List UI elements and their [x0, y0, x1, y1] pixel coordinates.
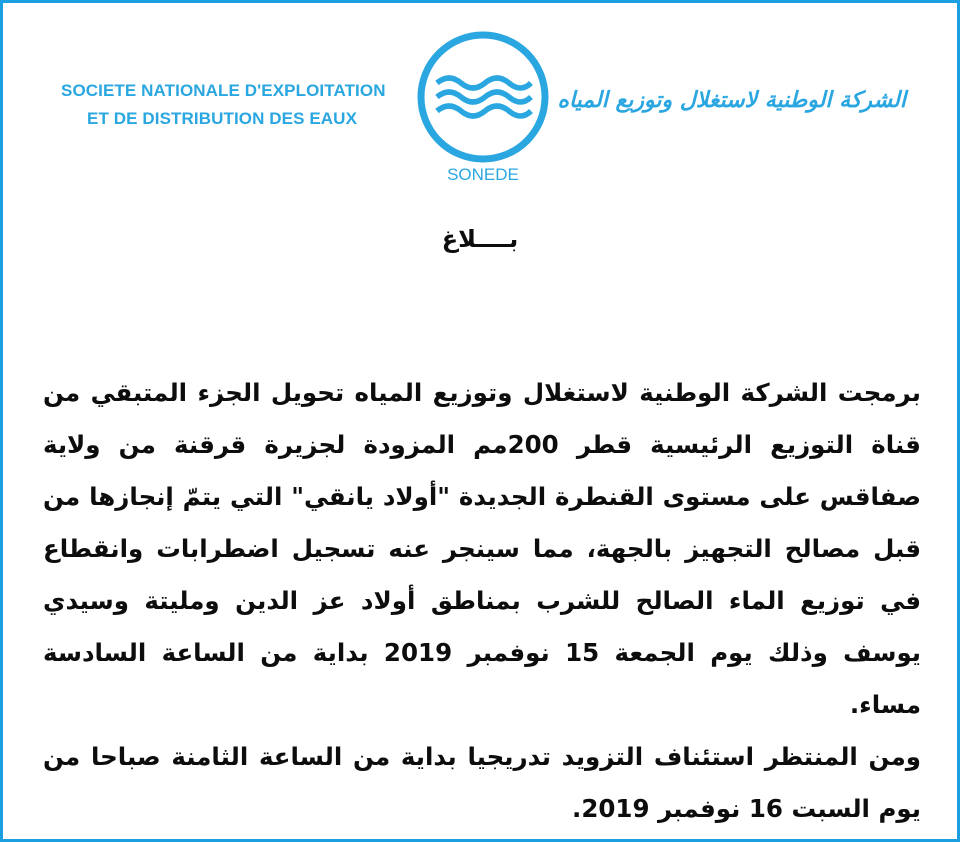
- body-paragraph-1: برمجت الشركة الوطنية لاستغلال وتوزيع المياه تحويل الجزء المتبقي من قناة التوزيع الرئيسية قطر 200مم المزودة لجزيرة قرقنة من ولاية صفاقس على مستوى القنطرة الجديدة "أولاد يانقي" التي يتمّ إنجازها من قبل مصالح التجهيز بالجهة، مما سينجر عنه تسجيل اضطرابات وانقطاع في توزيع الماء الصالح للشرب بمناطق أولاد عز الدين ومليتة وسيدي يوسف وذلك يوم الجمعة 15 نوفمبر 2019 بداية من الساعة السادسة مساء.: [43, 378, 922, 719]
- sonede-logo: [413, 27, 553, 197]
- water-waves-icon: [413, 27, 553, 167]
- body-paragraph-2: ومن المنتظر استئناف التزويد تدريجيا بداية من الساعة الثامنة صباحا من يوم السبت 16 نوفمبر 2019.: [43, 742, 921, 823]
- communique-body: [43, 367, 921, 835]
- letterhead: [3, 3, 957, 203]
- logo-wordmark: SONEDE: [447, 165, 519, 184]
- company-name-french-line1: SOCIETE NATIONALE D'EXPLOITATION: [61, 81, 386, 100]
- company-name-arabic: الشركة الوطنية لاستغلال وتوزيع المياه: [557, 87, 906, 113]
- communique-title: بــــلاغ: [441, 225, 519, 253]
- company-name-french-line2: ET DE DISTRIBUTION DES EAUX: [87, 109, 358, 128]
- company-name-french: [61, 77, 386, 133]
